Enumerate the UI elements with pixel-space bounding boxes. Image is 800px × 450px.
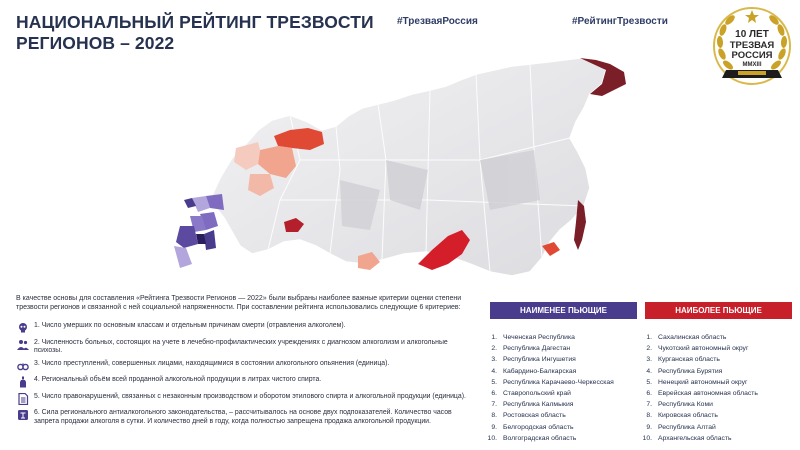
list-item: 7. Республика Коми — [646, 401, 713, 409]
badge-roman: MMXIII — [742, 62, 762, 68]
law-icon — [16, 409, 30, 421]
criterion-3-text: 3. Число преступлений, совершенных лицами, находящимися в состоянии алкогольного опьянения (единица). — [34, 359, 390, 367]
list-item: 9. Республика Алтай — [646, 423, 716, 431]
title-line-1: НАЦИОНАЛЬНЫЙ РЕЙТИНГ ТРЕЗВОСТИ — [16, 12, 374, 32]
badge-years: 10 ЛЕТ — [735, 29, 769, 40]
most-drinking-header: НАИБОЛЕЕ ПЬЮЩИЕ — [645, 302, 792, 319]
list-item: 8. Кировская область — [646, 412, 718, 420]
criterion-5-text: 5. Число правонарушений, связанных с незаконным производством и оборотом этилового спирта и алкогольной продукции (единица). — [34, 392, 466, 400]
anniversary-badge — [710, 4, 794, 88]
region-dagestan[interactable] — [204, 230, 216, 250]
criterion-6-text: 6. Сила регионального антиалкогольного законодательства, – рассчитывалось на основе двух подпоказателей. Количество часов запрета продажи алкоголя в сутки. И количество дней в году, когда полностью запрещена продажа алкогольной продукции. — [34, 409, 452, 425]
list-item: 3. Республика Ингушетия — [491, 356, 576, 364]
document-icon — [16, 393, 30, 405]
criterion-4-text: 4. Региональный объём всей проданной алкогольной продукции в литрах чистого спирта. — [34, 376, 322, 384]
criteria-list — [16, 322, 474, 431]
criterion-3 — [16, 360, 474, 372]
list-item: 6. Ставропольский край — [491, 389, 571, 397]
intro-paragraph: В качестве основы для составления «Рейтинга Трезвости Регионов — 2022» были выбраны наиболее важные критерии оценки степени трезвости регионов и связанной с ней социальной напряженности. При составлении рейтинга использовались следующие 6 критериев: — [16, 295, 462, 311]
page-title — [16, 12, 374, 54]
region-south-coast[interactable] — [174, 246, 192, 268]
handcuffs-icon — [16, 360, 30, 372]
list-item: 1. Сахалинская область — [646, 334, 727, 341]
list-item: 1. Чеченская Республика — [491, 334, 575, 341]
list-item: 6. Еврейская автономная область — [646, 389, 758, 397]
title-line-2: РЕГИОНОВ – 2022 — [16, 33, 175, 53]
most-drinking-list — [641, 332, 758, 444]
criterion-1-text: 1. Число умерших по основным классам и отдельным причинам смерти (отравления алкоголем). — [34, 322, 346, 329]
list-item: 2. Чукотский автономный округ — [646, 345, 749, 353]
bottle-icon — [16, 376, 30, 388]
criterion-6 — [16, 409, 474, 426]
list-item: 9. Белгородская область — [491, 423, 574, 431]
skull-icon — [16, 322, 30, 334]
criterion-4 — [16, 376, 474, 388]
list-item: 3. Курганская область — [646, 356, 720, 364]
criterion-2-text: 2. Численность больных, состоящих на учете в лечебно-профилактических учреждениях с диагнозом алкоголизм и алкогольные психозы. — [34, 338, 448, 354]
criterion-1 — [16, 322, 474, 334]
list-item: 4. Кабардино-Балкарская — [491, 367, 577, 375]
list-item: 10. Волгоградская область — [487, 434, 577, 442]
russia-map-svg — [150, 50, 670, 290]
list-item: 5. Республика Карачаево-Черкесская — [491, 378, 614, 386]
list-item: 5. Ненецкий автономный округ — [646, 378, 748, 386]
least-drinking-header: НАИМЕНЕЕ ПЬЮЩИЕ — [490, 302, 637, 319]
badge-name-2: РОССИЯ — [731, 50, 773, 61]
hashtag-sober-russia[interactable]: #ТрезваяРоссия — [397, 16, 478, 27]
patients-icon — [16, 339, 30, 351]
criterion-5 — [16, 393, 474, 405]
criterion-2 — [16, 339, 474, 356]
list-item: 4. Республика Бурятия — [646, 367, 723, 375]
list-item: 7. Республика Калмыкия — [491, 401, 574, 409]
russia-regions-map[interactable] — [150, 50, 670, 290]
list-item: 8. Ростовская область — [491, 412, 566, 420]
least-drinking-list — [486, 332, 614, 444]
list-item: 2. Республика Дагестан — [491, 345, 571, 353]
hashtag-sobriety-rating[interactable]: #РейтингТрезвости — [572, 16, 668, 27]
list-item: 10. Архангельская область — [642, 434, 732, 442]
region-kbr-kchr-ingushetia[interactable] — [176, 226, 198, 248]
badge-name-1: ТРЕЗВАЯ — [729, 40, 775, 51]
